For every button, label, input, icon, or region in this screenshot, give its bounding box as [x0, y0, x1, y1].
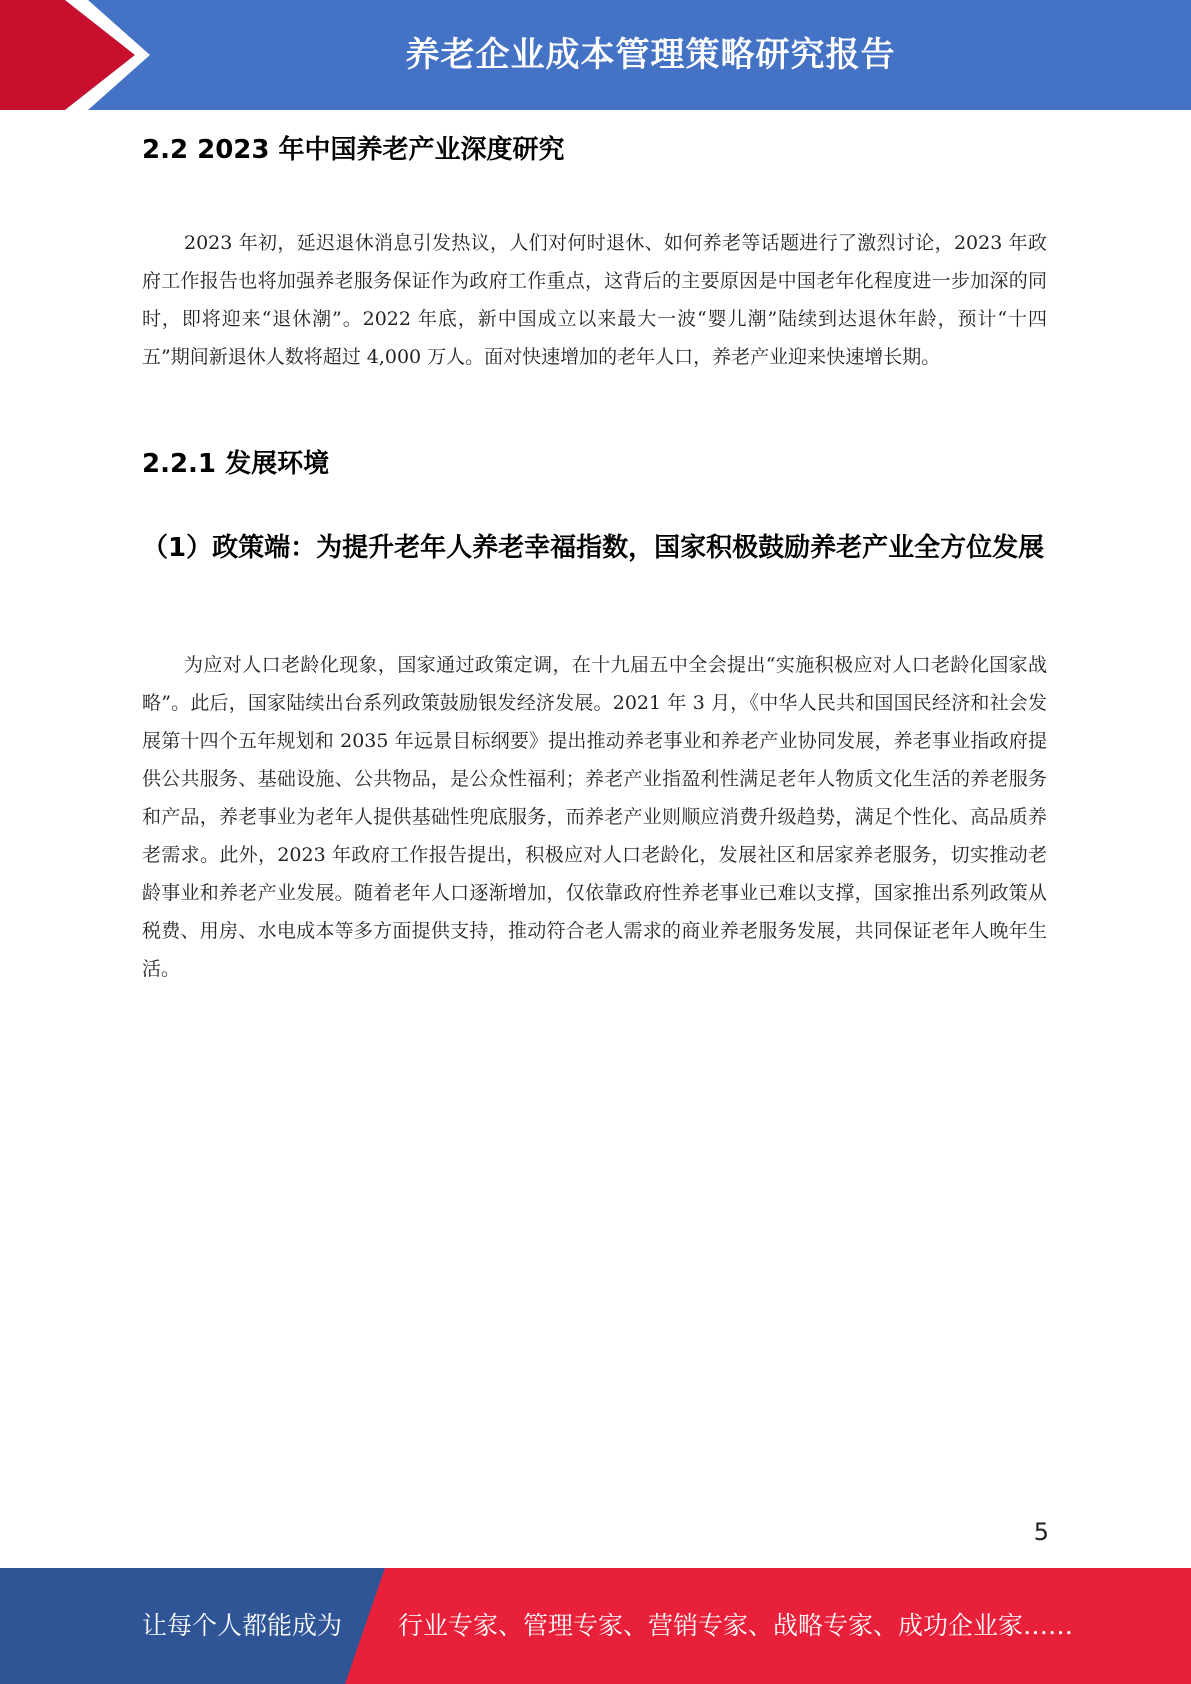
header-chevron-graphic [0, 0, 160, 110]
intro-paragraph: 2023 年初，延迟退休消息引发热议，人们对何时退休、如何养老等话题进行了激烈讨论，2023 年政府工作报告也将加强养老服务保证作为政府工作重点，这背后的主要原因是中国老年化程度进一步加深的同时，即将迎来“退休潮”。2022 年底，新中国成立以来最大一波“婴儿潮”陆续到达退休年龄，预计“十四五”期间新退休人数将超过 4,000 万人。面对快速增加的老年人口，养老产业迎来快速增长期。 [142, 232, 1047, 368]
footer-band [0, 1568, 1191, 1684]
page-content [142, 112, 1047, 980]
header-band [0, 0, 1191, 110]
section-heading: 2.2 2023 年中国养老产业深度研究 [142, 135, 565, 165]
footer-slogan-right: 行业专家、管理专家、营销专家、战略专家、成功企业家…… [398, 1611, 1074, 1640]
report-title: 养老企业成本管理策略研究报告 [405, 35, 896, 75]
subsection-heading: 2.2.1 发展环境 [142, 449, 330, 479]
policy-paragraph: 为应对人口老龄化现象，国家通过政策定调，在十九届五中全会提出“实施积极应对人口老龄化国家战略”。此后，国家陆续出台系列政策鼓励银发经济发展。2021 年 3 月，《中华人民共和国国民经济和社会发展第十四个五年规划和 2035 年远景目标纲要》提出推动养老事业和养老产业协同发展，养老事业指政府提供公共服务、基础设施、公共物品，是公众性福利；养老产业指盈利性满足老年人物质文化生活的养老服务和产品，养老事业为老年人提供基础性兜底服务，而养老产业则顺应消费升级趋势，满足个性化、高品质养老需求。此外，2023 年政府工作报告提出，积极应对人口老龄化，发展社区和居家养老服务，切实推动老龄事业和养老产业发展。随着老年人口逐渐增加，仅依靠政府性养老事业已难以支撑，国家推出系列政策从税费、用房、水电成本等多方面提供支持，推动符合老人需求的商业养老服务发展，共同保证老年人晚年生活。 [142, 654, 1047, 980]
page-number: 5 [1033, 1518, 1049, 1546]
policy-item-heading: （1）政策端：为提升老年人养老幸福指数，国家积极鼓励养老产业全方位发展 [142, 533, 1045, 563]
footer-slogan-left: 让每个人都能成为 [142, 1611, 343, 1640]
